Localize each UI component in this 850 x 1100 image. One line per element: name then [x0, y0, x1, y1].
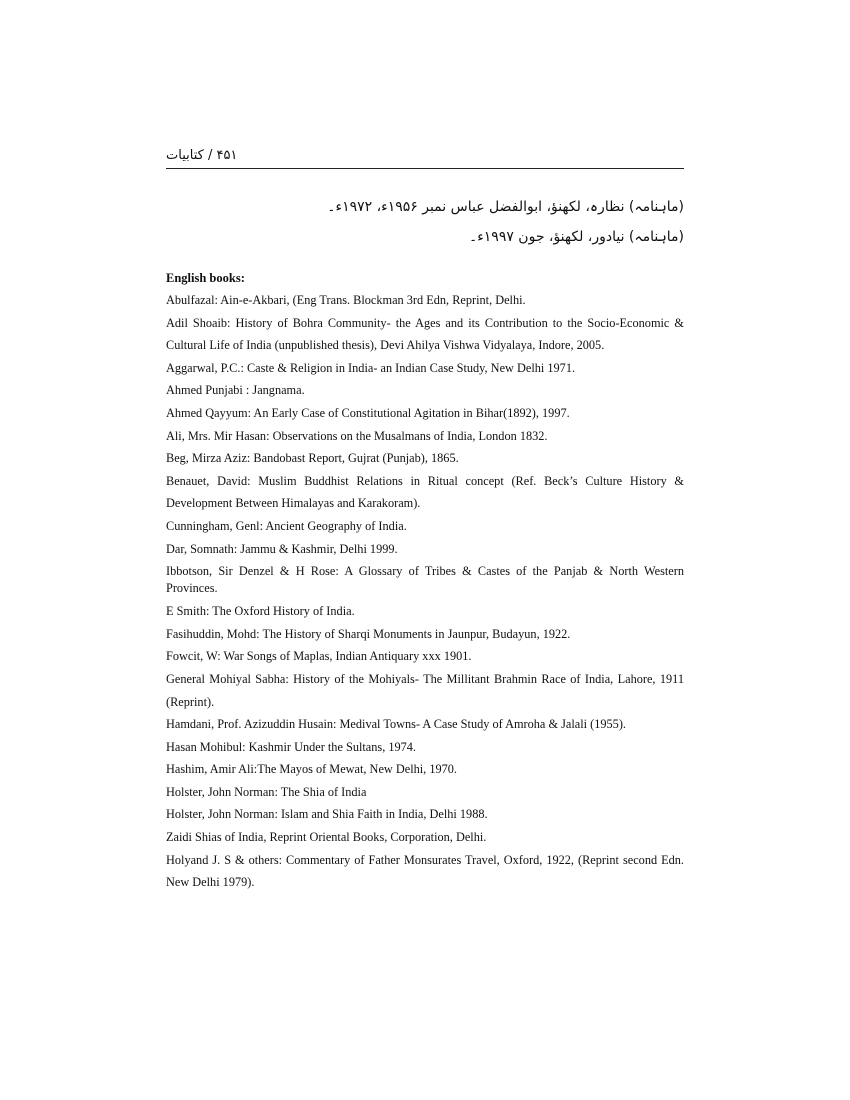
page-number-and-title: ۴۵۱ / کتابیات: [166, 148, 238, 163]
reference-entry: Ibbotson, Sir Denzel & H Rose: A Glossary of Tribes & Castes of the Panjab & North Western Provinces.: [166, 564, 684, 596]
reference-entry: Aggarwal, P.C.: Caste & Religion in India- an Indian Case Study, New Delhi 1971.: [166, 360, 576, 375]
reference-entry: Zaidi Shias of India, Reprint Oriental Books, Corporation, Delhi.: [166, 830, 487, 845]
section-heading: English books:: [166, 271, 245, 285]
running-head: [166, 148, 684, 169]
reference-entry: Hasan Mohibul: Kashmir Under the Sultans, 1974.: [166, 739, 417, 754]
reference-entry: Benauet, David: Muslim Buddhist Relations in Ritual concept (Ref. Beck’s Culture History & Development Between Himalayas and Karakoram).: [166, 473, 684, 511]
reference-entry: Hashim, Amir Ali:The Mayos of Mewat, New Delhi, 1970.: [166, 762, 457, 777]
english-references: [166, 289, 684, 894]
urdu-reference: (ماہنامہ) نظارہ، لکھنؤ، ابوالفضل عباس نمبر ۱۹۵۶ء، ۱۹۷۲ء۔: [327, 199, 684, 215]
reference-entry: General Mohiyal Sabha: History of the Mohiyals- The Millitant Brahmin Race of India, Lahore, 1911 (Reprint).: [166, 671, 684, 709]
reference-entry: Ahmed Qayyum: An Early Case of Constitutional Agitation in Bihar(1892), 1997.: [166, 405, 570, 420]
reference-entry: Holyand J. S & others: Commentary of Father Monsurates Travel, Oxford, 1922, (Reprint second Edn. New Delhi 1979).: [166, 852, 684, 890]
reference-entry: E Smith: The Oxford History of India.: [166, 604, 355, 619]
reference-entry: Holster, John Norman: The Shia of India: [166, 784, 367, 799]
reference-entry: Ali, Mrs. Mir Hasan: Observations on the Musalmans of India, London 1832.: [166, 428, 548, 443]
reference-entry: Abulfazal: Ain-e-Akbari, (Eng Trans. Blockman 3rd Edn, Reprint, Delhi.: [166, 293, 526, 307]
reference-entry: Cunningham, Genl: Ancient Geography of India.: [166, 518, 407, 533]
reference-entry: Beg, Mirza Aziz: Bandobast Report, Gujrat (Punjab), 1865.: [166, 451, 459, 466]
reference-entry: Fowcit, W: War Songs of Maplas, Indian Antiquary xxx 1901.: [166, 649, 472, 664]
reference-entry: Holster, John Norman: Islam and Shia Faith in India, Delhi 1988.: [166, 807, 488, 822]
reference-entry: Fasihuddin, Mohd: The History of Sharqi Monuments in Jaunpur, Budayun, 1922.: [166, 626, 571, 641]
reference-entry: Dar, Somnath: Jammu & Kashmir, Delhi 1999.: [166, 541, 398, 556]
reference-entry: Adil Shoaib: History of Bohra Community- the Ages and its Contribution to the Socio-Economic & Cultural Life of India (unpublished thesis), Devi Ahilya Vishwa Vidyalaya, Indore, 2005.: [166, 315, 684, 353]
urdu-references: [166, 192, 684, 252]
urdu-reference: (ماہنامہ) نیادور، لکھنؤ، جون ۱۹۹۷ء۔: [468, 229, 684, 245]
reference-entry: Hamdani, Prof. Azizuddin Husain: Medival Towns- A Case Study of Amroha & Jalali (1955).: [166, 717, 626, 732]
reference-entry: Ahmed Punjabi : Jangnama.: [166, 383, 305, 398]
